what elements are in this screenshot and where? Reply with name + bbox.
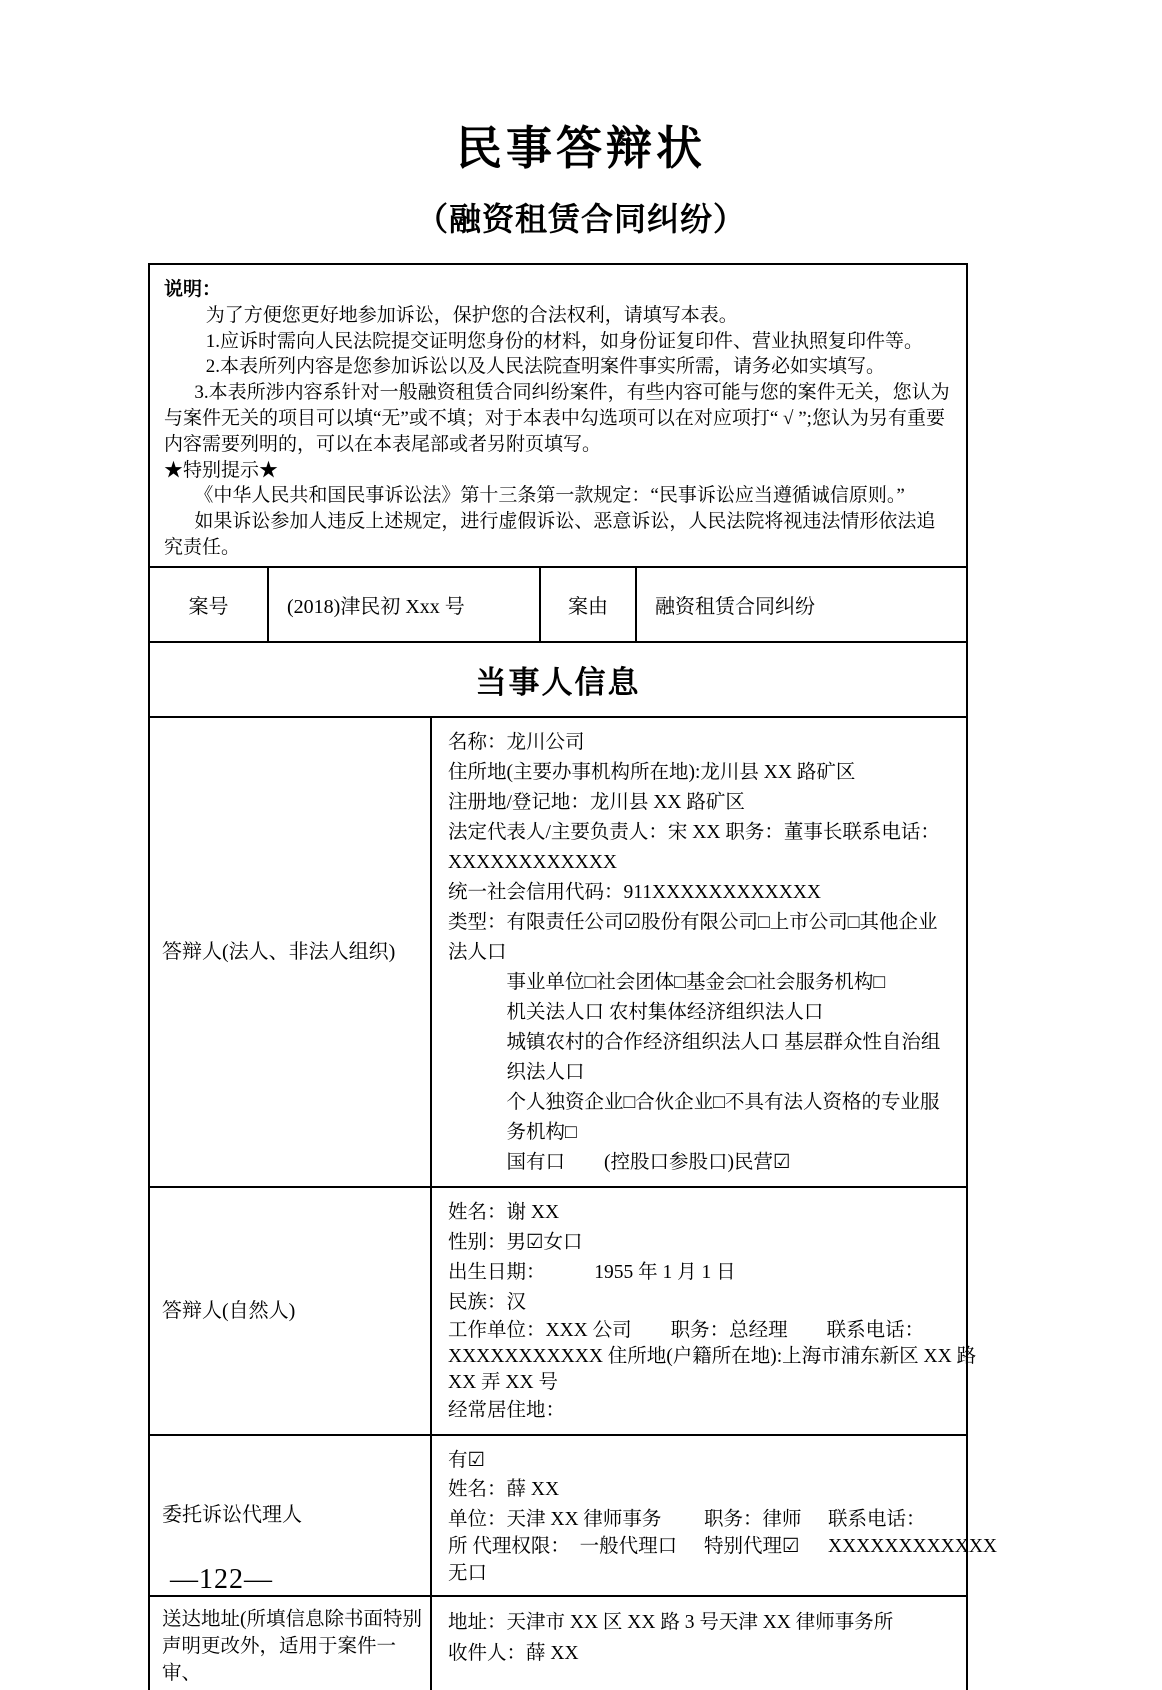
respondent-person-content bbox=[432, 1188, 1002, 1434]
agent-content bbox=[432, 1436, 1011, 1595]
person-ethnicity: 民族：汉 bbox=[448, 1292, 527, 1313]
agent-label: 委托诉讼代理人 bbox=[150, 1436, 432, 1595]
org-type-line-4: 城镇农村的合作经济组织法人口 基层群众性自治组织法人口 bbox=[506, 1032, 941, 1083]
document-subtitle: （融资租赁合同纠纷） bbox=[415, 200, 746, 238]
org-type-line-6: 国有口 (控股口参股口)民营☑ bbox=[506, 1152, 791, 1173]
law-quote: 《中华人民共和国民事诉讼法》第十三条第一款规定：“民事诉讼应当遵循诚信原则。” bbox=[194, 485, 905, 507]
cause-value: 融资租赁合同纠纷 bbox=[655, 596, 815, 618]
violation-warning: 如果诉讼参加人违反上述规定，进行虚假诉讼、恶意诉讼，人民法院将视违法情形依法追究责任。 bbox=[164, 511, 936, 558]
instructions-item-1: 1.应诉时需向人民法院提交证明您身份的材料，如身份证复印件、营业执照复印件等。 bbox=[205, 330, 924, 352]
document-title: 民事答辩状 bbox=[456, 121, 706, 175]
service-address-value: 地址：天津市 XX 区 XX 路 3 号天津 XX 律师事务所 bbox=[448, 1612, 894, 1633]
instructions-item-2: 2.本表所列内容是您参加诉讼以及人民法院查明案件事实所需，请务必如实填写。 bbox=[205, 356, 886, 378]
case-row bbox=[150, 568, 966, 643]
org-type-line-3: 机关法人口 农村集体经济组织法人口 bbox=[506, 1002, 824, 1023]
org-type-line-5: 个人独资企业□合伙企业□不具有法人资格的专业服务机构□ bbox=[506, 1092, 940, 1143]
respondent-person-label: 答辩人(自然人) bbox=[150, 1188, 432, 1434]
instructions-heading: 说明： bbox=[164, 279, 222, 300]
org-name: 名称：龙川公司 bbox=[448, 732, 585, 753]
respondent-org-label: 答辩人(法人、非法人组织) bbox=[150, 718, 432, 1186]
page-number: —122— bbox=[170, 1564, 273, 1595]
org-registration: 注册地/登记地：龙川县 XX 路矿区 bbox=[448, 792, 745, 813]
person-habitual-residence: 经常居住地： bbox=[448, 1400, 566, 1421]
agent-has: 有☑ bbox=[448, 1450, 485, 1471]
org-legal-rep: 法定代表人/主要负责人：宋 XX 职务：董事长联系电话：XXXXXXXXXXXX bbox=[448, 822, 940, 873]
service-address-row bbox=[150, 1597, 966, 1690]
cause-label: 案由 bbox=[541, 568, 637, 641]
org-credit-code: 统一社会信用代码：911XXXXXXXXXXXX bbox=[448, 882, 822, 903]
person-birth-date: 出生日期： 1955 年 1 月 1 日 bbox=[448, 1262, 736, 1283]
case-number-value: (2018)津民初 Xxx 号 bbox=[269, 568, 541, 641]
party-info-header: 当事人信息 bbox=[150, 643, 966, 718]
person-gender: 性别：男☑女口 bbox=[448, 1232, 583, 1253]
agent-detail-columns bbox=[448, 1506, 997, 1587]
agent-position: 职务：律师 特别代理☑ bbox=[704, 1509, 802, 1557]
special-note-heading: ★特别提示★ bbox=[164, 459, 279, 481]
agent-name: 姓名：薛 XX bbox=[448, 1479, 560, 1500]
case-number-label: 案号 bbox=[150, 568, 269, 641]
agent-phone: 联系电话：XXXXXXXXXXXX bbox=[828, 1509, 997, 1557]
org-type-line-1: 类型：有限责任公司☑股份有限公司□上市公司□其他企业法人口 bbox=[448, 912, 938, 963]
service-address-content bbox=[432, 1597, 966, 1690]
instructions-intro: 为了方便您更好地参加诉讼，保护您的合法权利，请填写本表。 bbox=[205, 304, 738, 326]
form-table bbox=[148, 263, 997, 1690]
org-domicile: 住所地(主要办事机构所在地):龙川县 XX 路矿区 bbox=[448, 762, 856, 783]
org-type-line-2: 事业单位□社会团体□基金会□社会服务机构□ bbox=[506, 972, 886, 993]
respondent-org-content bbox=[432, 718, 966, 1186]
service-recipient: 收件人：薛 XX bbox=[448, 1643, 579, 1664]
service-address-label: 送达地址(所填信息除书面特别声明更改外，适用于案件一审、 bbox=[150, 1597, 432, 1690]
instructions-section bbox=[150, 265, 966, 568]
person-name: 姓名：谢 XX bbox=[448, 1202, 560, 1223]
agent-unit-authority: 单位：天津 XX 律师事务所 代理权限： 一般代理口 无口 bbox=[448, 1509, 697, 1584]
respondent-org-row bbox=[150, 718, 966, 1188]
respondent-person-row bbox=[150, 1188, 977, 1436]
instructions-item-3: 3.本表所涉内容系针对一般融资租赁合同纠纷案件，有些内容可能与您的案件无关，您认为与案件无关的项目可以填“无”或不填；对于本表中勾选项可以在对应项打“ √ ”;您认为另有重要内容需要列明的，可以在本表尾部或者另附页填写。 bbox=[164, 382, 950, 455]
person-work-info: 工作单位：XXX 公司 职务：总经理 联系电话：XXXXXXXXXXX 住所地(户籍所在地):上海市浦东新区 XX 路 XX 弄 XX 号 bbox=[448, 1320, 977, 1393]
